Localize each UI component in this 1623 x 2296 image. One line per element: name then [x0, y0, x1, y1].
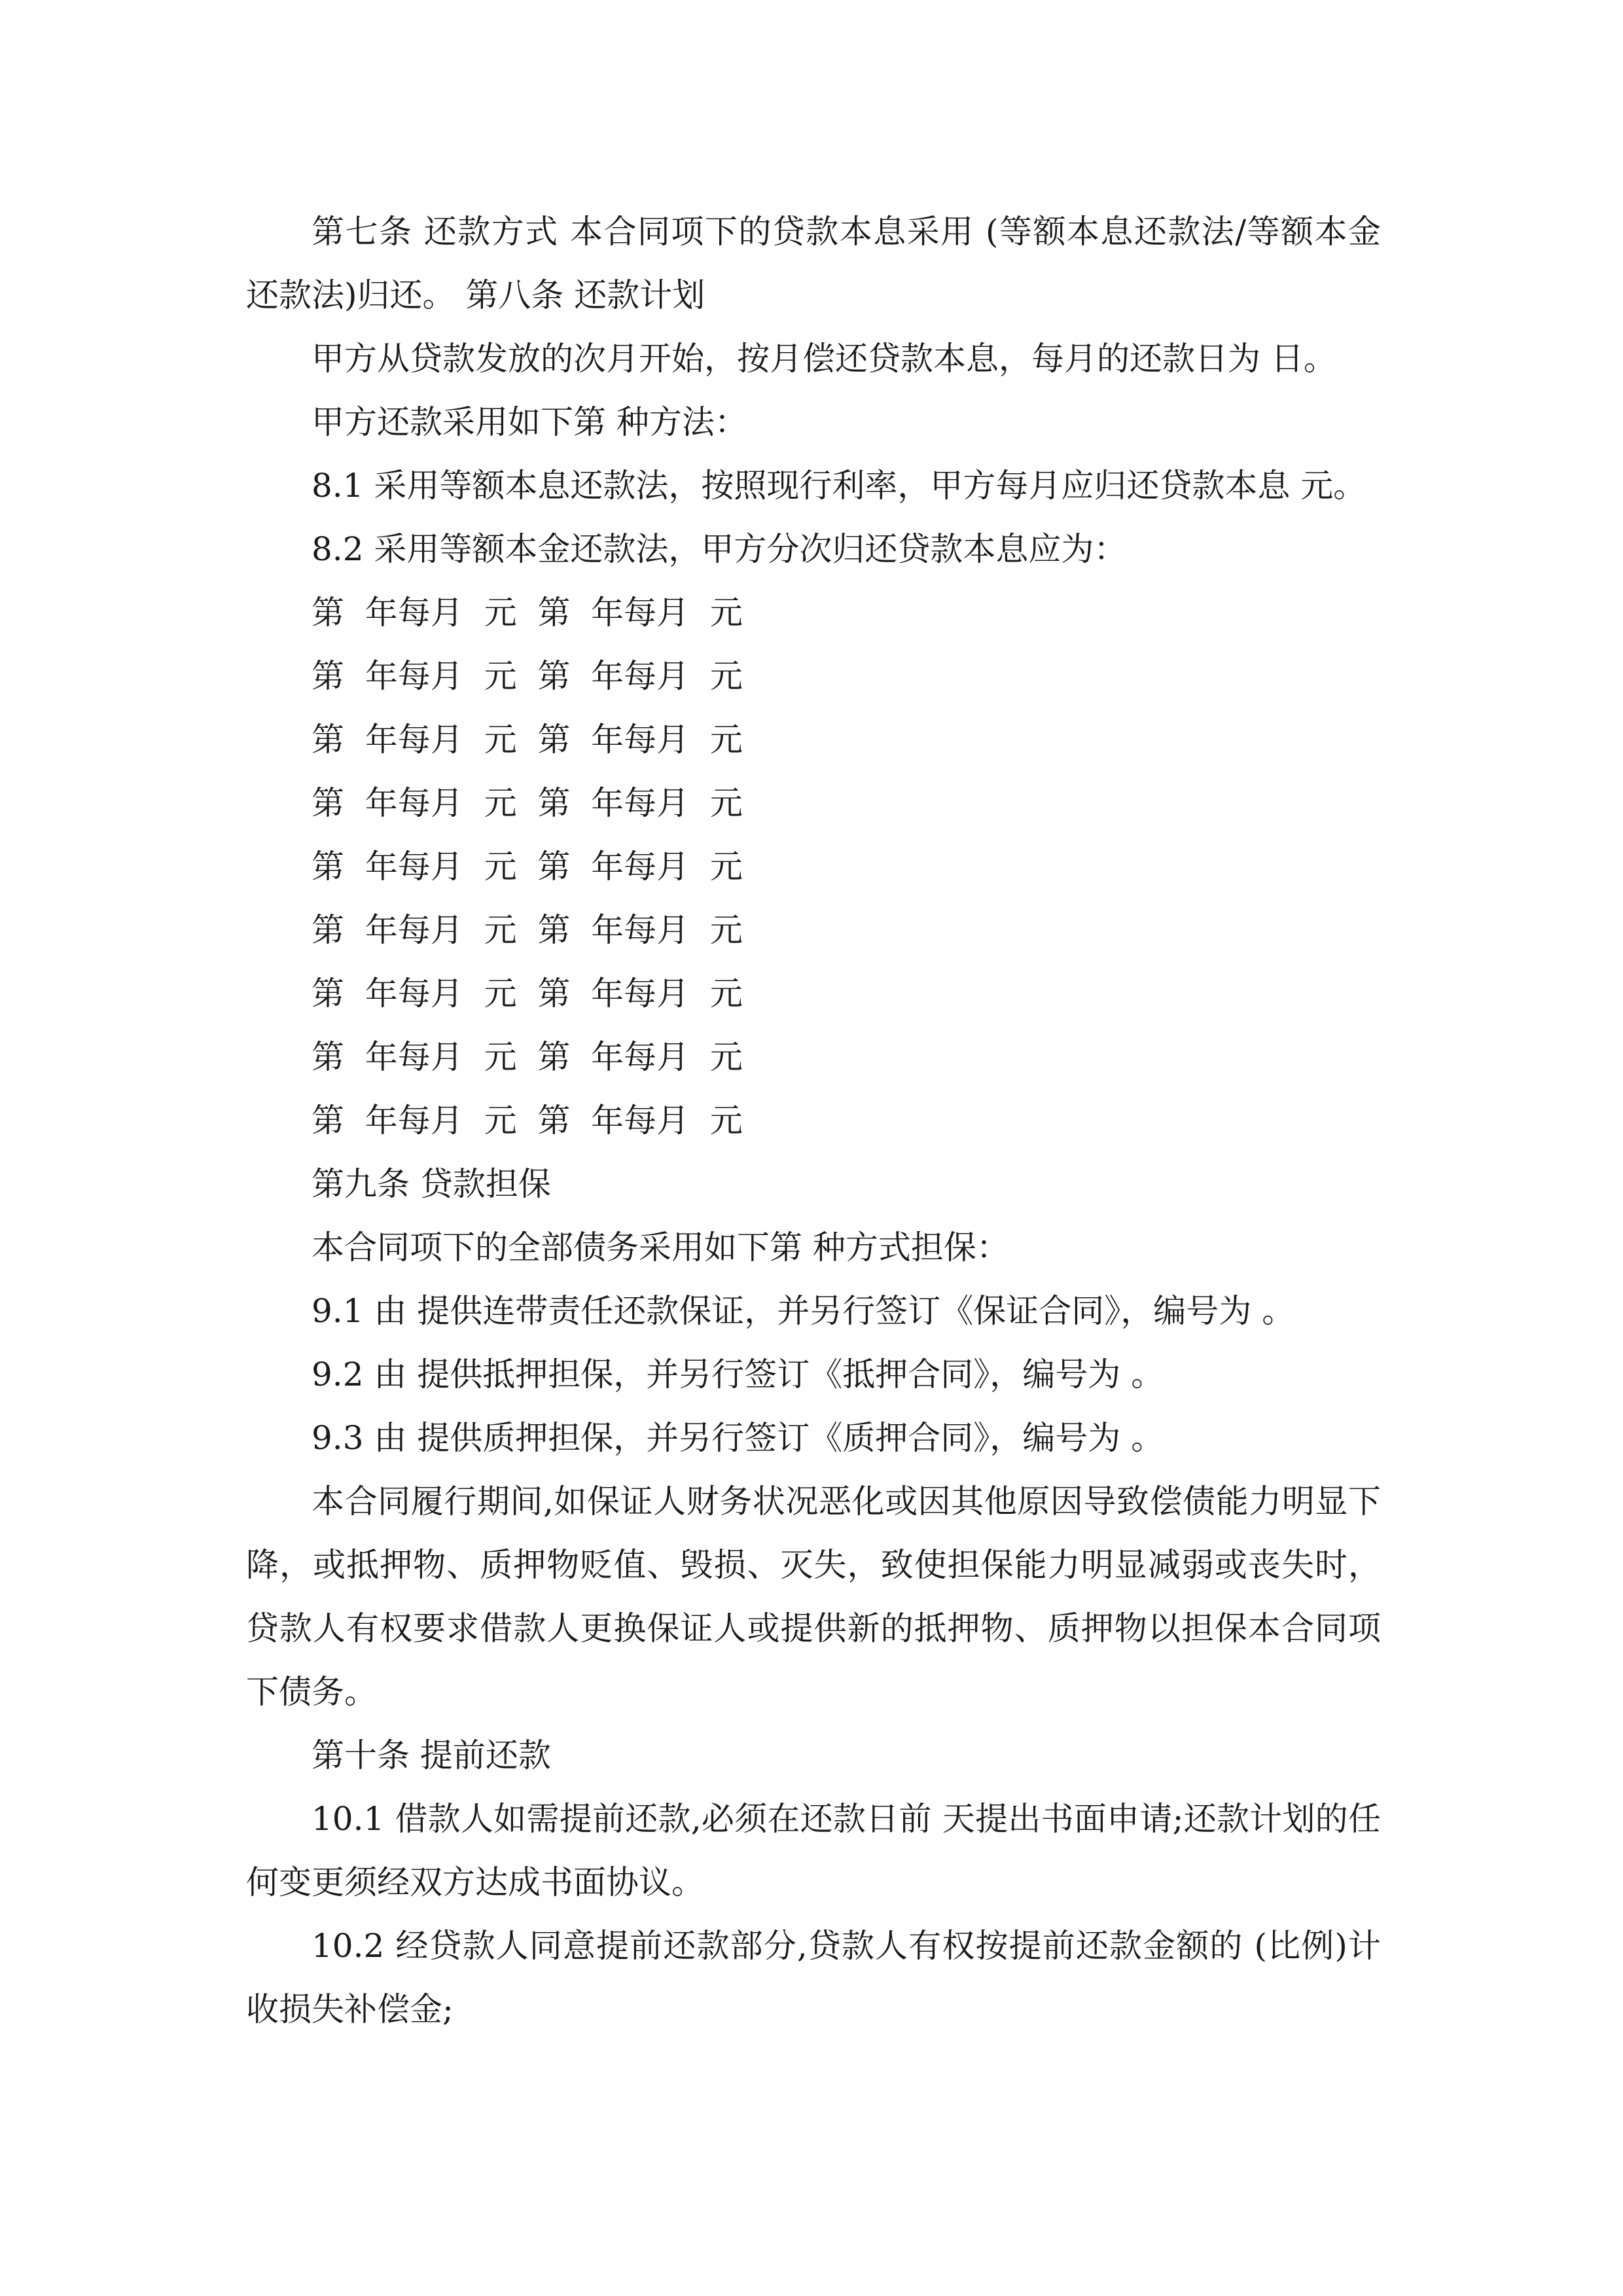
article-10-heading: 第十条 提前还款	[312, 1736, 551, 1774]
clause-10-1-paragraph: 10.1 借款人如需提前还款,必须在还款日前 天提出书面申请;还款计划的任何变更须经双方达成书面协议。	[246, 1800, 1381, 1901]
clause-9-2-paragraph: 9.2 由 提供抵押担保，并另行签订《抵押合同》，编号为 。	[312, 1355, 1164, 1393]
guarantee-method-paragraph: 本合同项下的全部债务采用如下第 种方式担保：	[312, 1229, 1009, 1266]
schedule-row: 第 年每月 元 第 年每月 元	[312, 848, 743, 886]
schedule-row: 第 年每月 元 第 年每月 元	[312, 975, 743, 1013]
schedule-row: 第 年每月 元 第 年每月 元	[312, 911, 743, 949]
clause-9-3-paragraph: 9.3 由 提供质押担保，并另行签订《质押合同》，编号为 。	[312, 1419, 1164, 1457]
schedule-row: 第 年每月 元 第 年每月 元	[312, 1102, 743, 1139]
schedule-row: 第 年每月 元 第 年每月 元	[312, 594, 743, 632]
document-body	[246, 200, 1381, 2041]
clause-8-2-paragraph: 8.2 采用等额本金还款法，甲方分次归还贷款本息应为：	[312, 530, 1127, 568]
schedule-row: 第 年每月 元 第 年每月 元	[312, 1038, 743, 1076]
clause-10-2-paragraph: 10.2 经贷款人同意提前还款部分,贷款人有权按提前还款金额的 (比例)计收损失补偿金;	[246, 1927, 1381, 2028]
schedule-row: 第 年每月 元 第 年每月 元	[312, 784, 743, 822]
clause-8-1-paragraph: 8.1 采用等额本息还款法，按照现行利率，甲方每月应归还贷款本息 元。	[312, 467, 1366, 505]
guarantee-change-paragraph: 本合同履行期间,如保证人财务状况恶化或因其他原因导致偿债能力明显下降，或抵押物、质押物贬值、毁损、灭失，致使担保能力明显减弱或丧失时，贷款人有权要求借款人更换保证人或提供新的抵押物、质押物以担保本合同项下债务。	[246, 1482, 1381, 1711]
article-9-heading: 第九条 贷款担保	[312, 1165, 551, 1203]
schedule-row: 第 年每月 元 第 年每月 元	[312, 657, 743, 695]
clause-9-1-paragraph: 9.1 由 提供连带责任还款保证，并另行签订《保证合同》，编号为 。	[312, 1292, 1295, 1330]
repayment-schedule	[246, 581, 1381, 1153]
article-7-paragraph: 第七条 还款方式 本合同项下的贷款本息采用 (等额本息还款法/等额本金还款法)归还。 第八条 还款计划	[246, 213, 1381, 314]
repayment-day-paragraph: 甲方从贷款发放的次月开始，按月偿还贷款本息，每月的还款日为 日。	[312, 340, 1336, 378]
repayment-method-paragraph: 甲方还款采用如下第 种方法：	[312, 403, 747, 441]
schedule-row: 第 年每月 元 第 年每月 元	[312, 721, 743, 759]
